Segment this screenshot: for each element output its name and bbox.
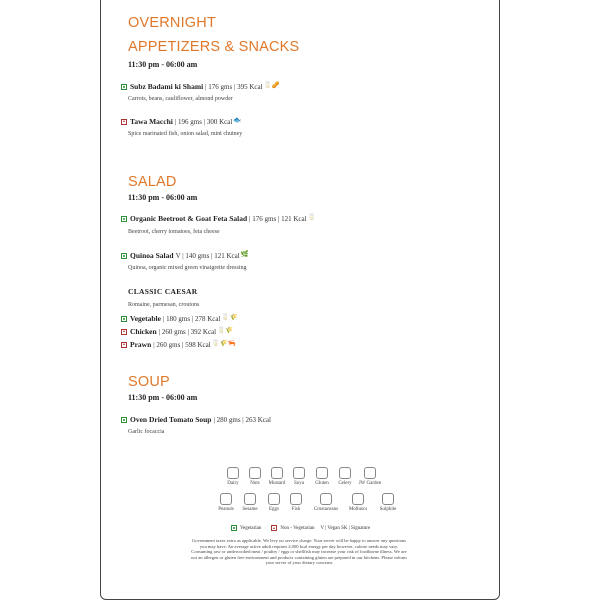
section-title: SALAD xyxy=(128,174,177,190)
item-description: Spice marinated fish, onion salad, mint chutney xyxy=(128,131,243,137)
section-title: APPETIZERS & SNACKS xyxy=(128,39,300,55)
veg-symbol-icon xyxy=(121,417,127,423)
allergen-sulphite xyxy=(375,493,401,512)
subsection-title: CLASSIC CAESAR xyxy=(128,287,198,296)
fish-icon xyxy=(290,493,302,505)
allergen-label: Molluscs xyxy=(348,507,368,512)
section-time: 11:30 pm - 06:00 am xyxy=(128,393,198,402)
allergen-icons: 🥛🌾 xyxy=(221,314,238,322)
item-name: Subz Badami ki Shami xyxy=(130,82,204,91)
crustacean-icon xyxy=(320,493,332,505)
item-description: Beetroot, cherry tomatoes, feta cheese xyxy=(128,229,220,235)
allergen-label: Peanuts xyxy=(218,507,234,512)
allergen-label: Eggs xyxy=(269,507,279,512)
egg-icon xyxy=(268,493,280,505)
leaf-icon xyxy=(364,467,376,479)
allergen-peanuts xyxy=(213,493,239,512)
gluten-icon xyxy=(316,467,328,479)
menu-item xyxy=(121,415,271,424)
menu-item xyxy=(121,327,233,336)
veg-symbol-icon xyxy=(121,84,127,90)
allergen-celery xyxy=(332,467,358,486)
menu-item xyxy=(121,214,316,223)
allergen-sesame xyxy=(237,493,263,512)
allergen-label: Soya xyxy=(294,481,304,486)
dairy-icon xyxy=(227,467,239,479)
item-name: Prawn xyxy=(130,340,152,349)
allergen-icons: 🥛🌾 xyxy=(217,327,234,335)
menu-item xyxy=(121,314,238,323)
subsection-description: Romaine, parmesan, croutons xyxy=(128,302,200,308)
item-meta: | 176 gms | 395 Kcal xyxy=(205,82,263,91)
sulphite-icon xyxy=(382,493,394,505)
allergen-label: Gluten xyxy=(315,481,329,486)
item-meta: | 260 gms | 392 Kcal xyxy=(158,327,217,336)
nonveg-symbol-icon xyxy=(121,329,127,335)
section-title: SOUP xyxy=(128,374,170,390)
mustard-icon xyxy=(271,467,283,479)
item-name: Oven Dried Tomato Soup xyxy=(130,415,212,424)
item-name: Chicken xyxy=(130,327,157,336)
celery-icon xyxy=(339,467,351,479)
veg-symbol-icon xyxy=(121,216,127,222)
menu-item xyxy=(121,251,249,260)
allergen-label: Sulphite xyxy=(379,507,397,512)
allergen-label: Crustaceans xyxy=(313,507,339,512)
allergen-jw-garden xyxy=(357,467,383,486)
allergen-label: Sesame xyxy=(242,507,258,512)
veg-symbol-icon xyxy=(231,525,237,531)
item-description: Quinoa, organic mixed green vinaigrette dressing xyxy=(128,265,247,271)
mollusc-icon xyxy=(352,493,364,505)
veg-symbol-icon xyxy=(121,316,127,322)
nonveg-symbol-icon xyxy=(121,119,127,125)
allergen-label: Mustard xyxy=(268,481,286,486)
allergen-icons: 🌿 xyxy=(240,251,249,259)
nuts-icon xyxy=(249,467,261,479)
allergen-fish xyxy=(283,493,309,512)
menu-item xyxy=(121,340,236,349)
item-name: Quinoa Salad xyxy=(130,251,174,260)
item-name: Organic Beetroot & Goat Feta Salad xyxy=(130,214,248,223)
item-meta: | 260 gms | 598 Kcal xyxy=(153,340,211,349)
allergen-label: Celery xyxy=(338,481,352,486)
peanut-icon xyxy=(220,493,232,505)
item-meta: | 176 gms | 121 Kcal xyxy=(249,214,307,223)
legend-veg: Vegetarian xyxy=(240,525,262,531)
item-meta: | 196 gms | 300 Kcal xyxy=(174,117,233,126)
allergen-icons: 🥛🌾🦐 xyxy=(211,340,236,348)
soya-icon xyxy=(293,467,305,479)
item-description: Carrots, beans, cauliflower, almond powder xyxy=(128,96,233,102)
veg-symbol-icon xyxy=(121,253,127,259)
nonveg-symbol-icon xyxy=(121,342,127,348)
item-meta: | 180 gms | 278 Kcal xyxy=(162,314,221,323)
menu-page xyxy=(100,0,500,600)
section-title: OVERNIGHT xyxy=(128,15,216,31)
item-meta: V | 140 gms | 121 Kcal xyxy=(175,251,240,260)
item-description: Garlic focaccia xyxy=(128,429,165,435)
allergen-label: Fish xyxy=(291,507,301,512)
allergen-crustaceans xyxy=(313,493,339,512)
allergen-icons: 🥛🥜 xyxy=(263,82,280,90)
menu-item xyxy=(121,82,280,91)
allergen-label: JW Garden xyxy=(358,481,382,486)
right-margin xyxy=(500,0,600,600)
allergen-molluscs xyxy=(345,493,371,512)
item-name: Tawa Macchi xyxy=(130,117,173,126)
section-time: 11:30 pm - 06:00 am xyxy=(128,193,198,202)
legend-vegan-signature: V | Vegan SK | Signature xyxy=(320,525,371,531)
item-name: Vegetable xyxy=(130,314,161,323)
allergen-label: Nuts xyxy=(250,481,260,486)
left-margin xyxy=(0,0,100,600)
item-meta: | 280 gms | 263 Kcal xyxy=(213,415,271,424)
section-time: 11:30 pm - 06:00 am xyxy=(128,60,198,69)
allergen-icons: 🥛 xyxy=(307,214,316,222)
nonveg-symbol-icon xyxy=(271,525,277,531)
allergen-label: Dairy xyxy=(227,481,239,486)
allergen-icons: 🐟 xyxy=(233,117,242,125)
menu-item xyxy=(121,117,241,126)
legend-nonveg: Non - Vegetarian xyxy=(280,525,315,531)
diet-legend xyxy=(231,525,370,531)
footer-disclaimer: Government taxes extra as applicable. We levy no service charge. Your server will be happy to answer any questions you may have. An average active adult requires 2,000 kcal energy per day however, calorie needs may vary. Consuming raw or undercooked meat / poultry / eggs or shellfish may increase your risk of foodborne illness. We are not an allergen or gluten free environment and products containing gluten are prepared in our kitchens. Please inform your server of your dietary concerns xyxy=(191,538,407,566)
sesame-icon xyxy=(244,493,256,505)
